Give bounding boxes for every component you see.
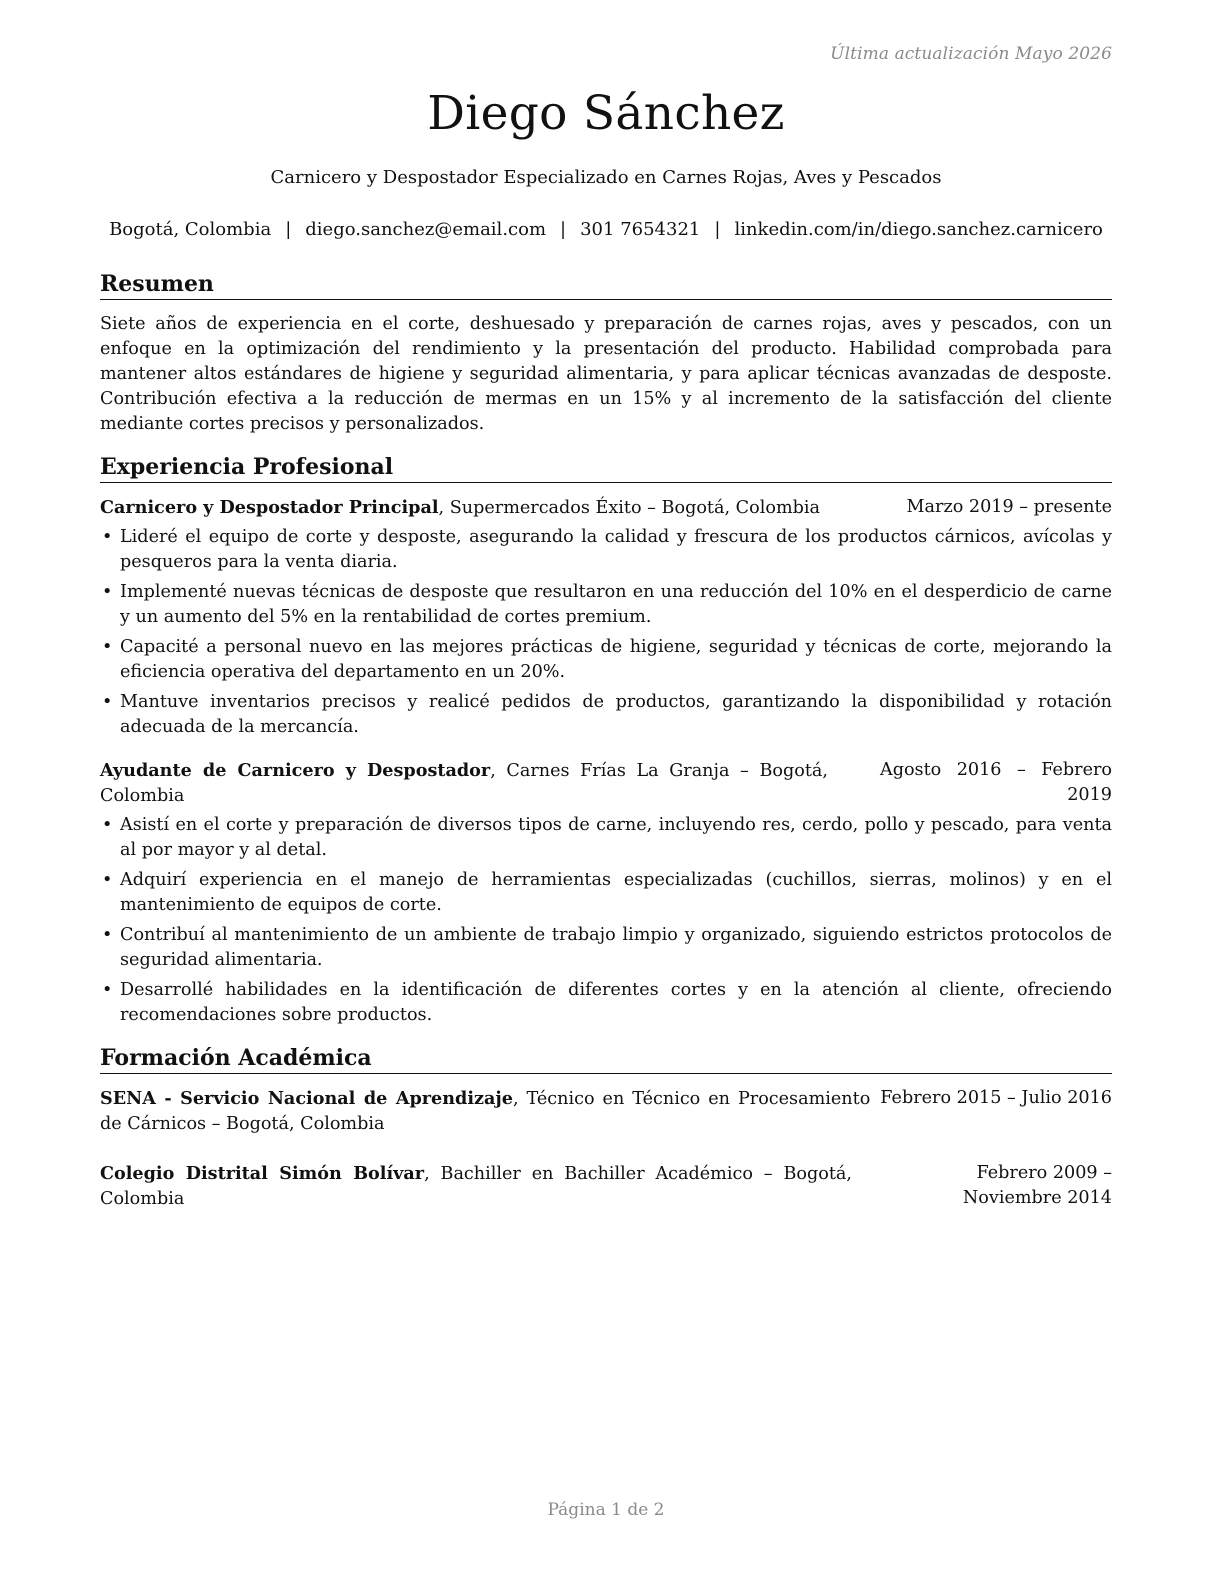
bullet-icon: • [102,925,113,945]
resume-content [100,270,1112,1212]
bullet-text: Asistí en el corte y preparación de diversos tipos de carne, incluyendo res, cerdo, pollo y pescado, para venta al por mayor y al detal. [120,815,1112,860]
bullet-icon: • [102,637,113,657]
bullet-text: Mantuve inventarios precisos y realicé pedidos de productos, garantizando la disponibilidad y rotación adecuada de la mercancía. [120,692,1112,737]
bullet-text: Desarrollé habilidades en la identificación de diferentes cortes y en la atención al cliente, ofreciendo recomendaciones sobre productos. [120,980,1112,1025]
job-header [100,495,1112,521]
bullet-text: Implementé nuevas técnicas de desposte que resultaron en una reducción del 10% en el desperdicio de carne y un aumento del 5% en la rentabilidad de cortes premium. [120,582,1112,627]
bullet-icon: • [102,527,113,547]
list-item [100,635,1112,685]
education-institution: SENA - Servicio Nacional de Aprendizaje [100,1088,513,1109]
job-company: , Supermercados Éxito – Bogotá, Colombia [438,498,821,518]
bullet-icon: • [102,692,113,712]
contact-separator: | [714,219,721,240]
job-title-line [100,495,855,521]
bullet-text: Adquirí experiencia en el manejo de herramientas especializadas (cuchillos, sierras, molinos) y en el mantenimiento de equipos de corte. [120,870,1112,915]
list-item [100,868,1112,918]
education-dates: Febrero 2009 – Noviembre 2014 [962,1163,1112,1208]
summary-text: Siete años de experiencia en el corte, deshuesado y preparación de carnes rojas, aves y pescados, con un enfoque en la optimización del rendimiento y la presentación del producto. Habilidad comprobada para mantener altos estándares de higiene y seguridad alimentaria, y para aplicar técnicas avanzadas de desposte. Contribución efectiva a la reducción de mermas en un 15% y al incremento de la satisfacción del cliente mediante cortes precisos y personalizados. [100,314,1112,434]
section-title-experience: Experiencia Profesional [100,453,1112,483]
list-item [100,580,1112,630]
page-number: Página 1 de 2 [547,1500,665,1520]
job-role: Ayudante de Carnicero y Despostador [100,760,491,781]
bullet-icon: • [102,980,113,1000]
list-item [100,690,1112,740]
education-entry [100,1161,1112,1212]
education-section [100,1044,1112,1212]
summary-section [100,270,1112,437]
section-title-summary: Resumen [100,270,1112,300]
list-item [100,923,1112,973]
contact-location: Bogotá, Colombia [109,219,272,240]
job-bullets [100,813,1112,1028]
job-title-line [100,758,828,809]
education-detail: , Técnico en Técnico en Procesamiento de Cárnicos – Bogotá, Colombia [100,1089,871,1134]
contact-phone[interactable]: 301 7654321 [580,219,701,240]
bullet-text: Lideré el equipo de corte y desposte, asegurando la calidad y frescura de los productos cárnicos, avícolas y pesqueros para la venta diaria. [120,527,1112,572]
job-dates: Marzo 2019 – presente [906,497,1112,517]
list-item [100,978,1112,1028]
bullet-icon: • [102,870,113,890]
contact-separator: | [560,219,567,240]
bullet-text: Contribuí al mantenimiento de un ambiente de trabajo limpio y organizado, siguiendo estrictos protocolos de seguridad alimentaria. [120,925,1112,970]
bullet-icon: • [102,815,113,835]
last-updated-note: Última actualización Mayo 2026 [830,44,1112,64]
job-bullets [100,525,1112,740]
job-company: , Carnes Frías La Granja – Bogotá, Colombia [100,761,828,806]
resume-page [100,0,1112,1584]
contact-linkedin[interactable]: linkedin.com/in/diego.sanchez.carnicero [734,219,1103,240]
contact-email[interactable]: diego.sanchez@email.com [305,219,547,240]
job-entry [100,495,1112,740]
contact-line [100,219,1112,240]
job-entry [100,758,1112,1028]
contact-separator: | [285,219,292,240]
job-role: Carnicero y Despostador Principal [100,497,439,518]
education-dates: Febrero 2015 – Julio 2016 [880,1088,1112,1108]
education-title-line [100,1161,852,1212]
bullet-icon: • [102,582,113,602]
bullet-text: Capacité a personal nuevo en las mejores prácticas de higiene, seguridad y técnicas de corte, mejorando la eficiencia operativa del departamento en un 20%. [120,637,1112,682]
section-title-education: Formación Académica [100,1044,1112,1074]
education-entry [100,1086,1112,1137]
job-header [100,758,1112,809]
job-dates: Agosto 2016 – Febrero 2019 [880,760,1112,805]
education-institution: Colegio Distrital Simón Bolívar [100,1163,425,1184]
professional-title: Carnicero y Despostador Especializado en Carnes Rojas, Aves y Pescados [270,167,942,188]
experience-section [100,453,1112,1028]
candidate-name: Diego Sánchez [427,86,785,141]
list-item [100,813,1112,863]
list-item [100,525,1112,575]
education-detail: , Bachiller en Bachiller Académico – Bogotá, Colombia [100,1164,852,1209]
education-title-line [100,1086,870,1137]
